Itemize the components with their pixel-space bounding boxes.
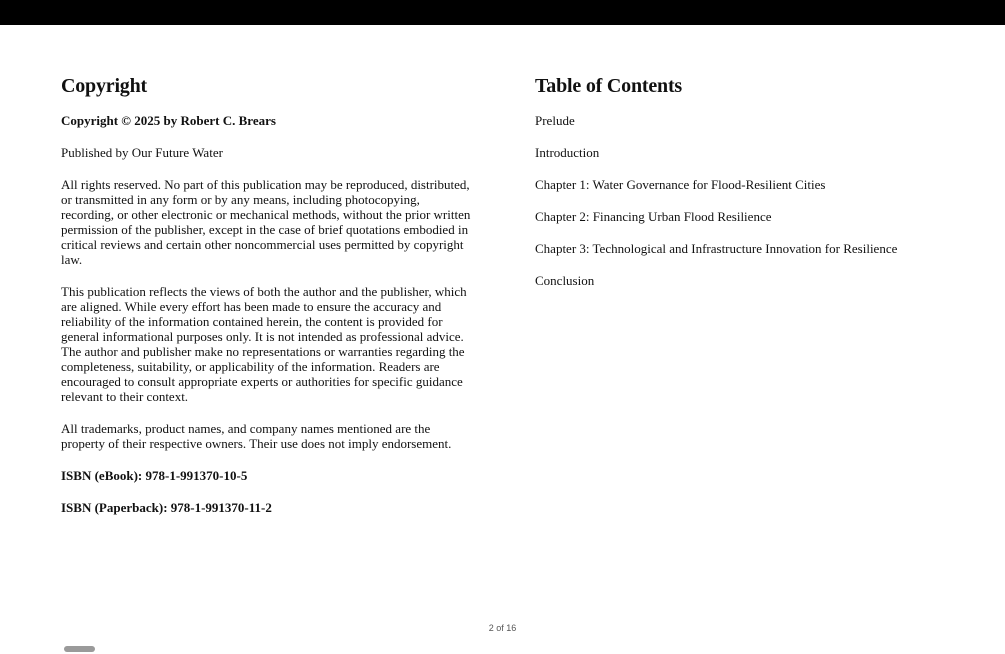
- copyright-line: Copyright © 2025 by Robert C. Brears: [61, 113, 276, 128]
- toc-item-conclusion[interactable]: Conclusion: [535, 273, 595, 288]
- toc-item-prelude[interactable]: Prelude: [535, 113, 575, 128]
- page-indicator: 2 of 16: [488, 623, 517, 633]
- isbn-paperback: ISBN (Paperback): 978-1-991370-11-2: [61, 500, 272, 515]
- rights-paragraph: All rights reserved. No part of this publication may be reproduced, distributed, or transmitted in any form or by any means, including photocopying, recording, or other electronic or mechanical methods, without the prior written permission of the publisher, except in the case of brief quotations embodied in critical reviews and certain other noncommercial uses permitted by copyright law.: [61, 177, 471, 267]
- copyright-heading: Copyright: [61, 75, 147, 97]
- publisher-line: Published by Our Future Water: [61, 145, 223, 160]
- toc-item-chapter-1[interactable]: Chapter 1: Water Governance for Flood-Resilient Cities: [535, 177, 826, 192]
- scroll-handle[interactable]: [64, 646, 95, 652]
- copyright-column: [61, 72, 471, 532]
- isbn-ebook: ISBN (eBook): 978-1-991370-10-5: [61, 468, 248, 483]
- toc-item-chapter-3[interactable]: Chapter 3: Technological and Infrastructure Innovation for Resilience: [535, 241, 898, 256]
- toc-item-introduction[interactable]: Introduction: [535, 145, 600, 160]
- trademark-paragraph: All trademarks, product names, and company names mentioned are the property of their respective owners. Their use does not imply endorsement.: [61, 421, 452, 451]
- toc-heading: Table of Contents: [535, 75, 682, 97]
- top-bar: [0, 0, 1005, 25]
- disclaimer-paragraph: This publication reflects the views of both the author and the publisher, which are aligned. While every effort has been made to ensure the accuracy and reliability of the information contained herein, the content is provided for general informational purposes only. It is not intended as professional advice. The author and publisher make no representations or warranties regarding the completeness, suitability, or applicability of the information. Readers are encouraged to consult appropriate experts or authorities for specific guidance relevant to their context.: [61, 284, 467, 404]
- toc-item-chapter-2[interactable]: Chapter 2: Financing Urban Flood Resilience: [535, 209, 772, 224]
- toc-column: [535, 72, 955, 305]
